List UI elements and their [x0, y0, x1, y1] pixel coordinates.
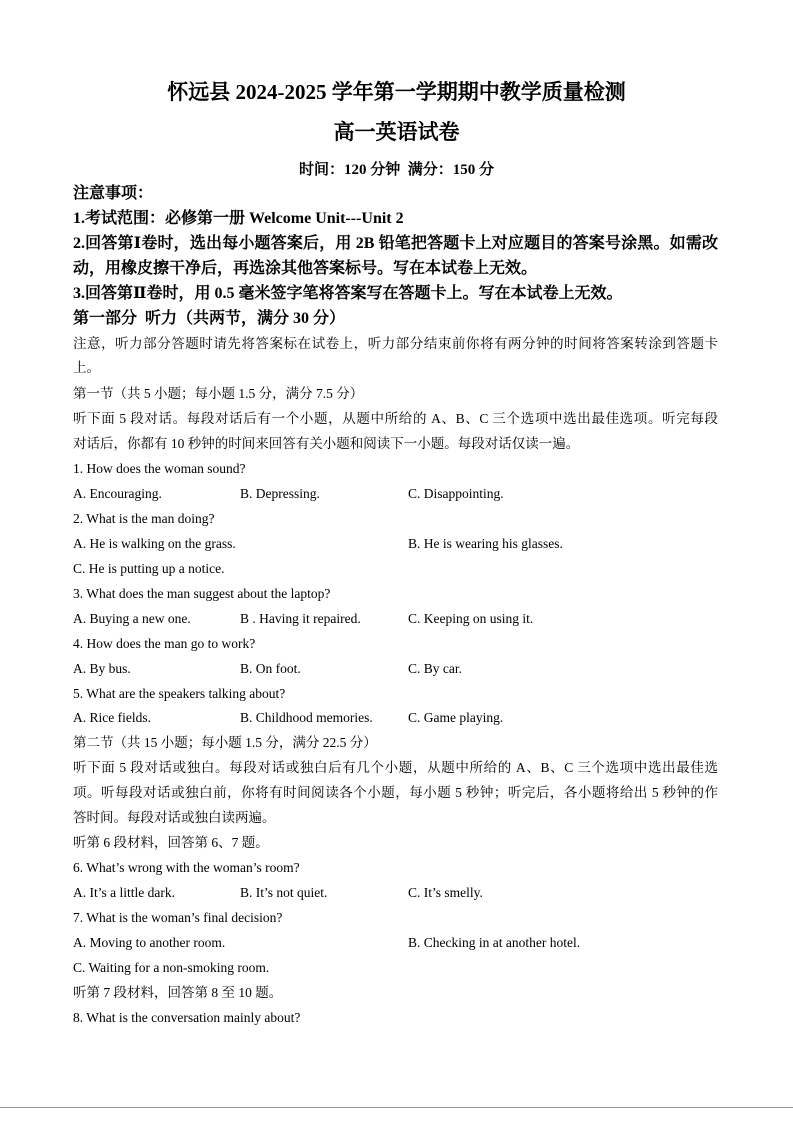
page-bottom-rule	[0, 1107, 793, 1108]
option-b: B. It’s not quiet.	[240, 885, 328, 900]
question-5-stem: 5. What are the speakers talking about?	[73, 686, 286, 701]
option-b: B . Having it repaired.	[240, 611, 361, 626]
section2-heading: 第二节（共 15 小题；每小题 1.5 分，满分 22.5 分）	[73, 735, 377, 750]
section1-directions-line-2: 对话后，你都有 10 秒钟的时间来回答有关小题和阅读下一小题。每段对话仅读一遍。	[73, 436, 580, 451]
exam-subtitle: 高一英语试卷	[333, 120, 460, 144]
option-a: A. It’s a little dark.	[73, 885, 175, 900]
question-2-options-row-2	[0, 559, 793, 579]
option-a: A. Buying a new one.	[73, 611, 191, 626]
option-c: C. By car.	[408, 661, 462, 676]
question-1-stem: 1. How does the woman sound?	[73, 461, 246, 476]
option-c: C. Game playing.	[408, 710, 504, 725]
question-3-options	[0, 609, 793, 629]
option-a: A. He is walking on the grass.	[73, 536, 236, 551]
option-b: B. On foot.	[240, 661, 301, 676]
question-4-options	[0, 659, 793, 679]
option-b: B. Depressing.	[240, 486, 320, 501]
time-info: 时间：120 分钟 满分：150 分	[298, 162, 494, 178]
notice-line-4: 3.回答第Ⅱ卷时，用 0.5 毫米签字笔将答案写在答题卡上。写在本试卷上无效。	[73, 285, 623, 302]
option-a: A. Encouraging.	[73, 486, 162, 501]
option-c: C. Keeping on using it.	[408, 611, 534, 626]
question-5-options	[0, 708, 793, 728]
notice-line-3: 动，用橡皮擦干净后，再选涂其他答案标号。写在本试卷上无效。	[73, 260, 538, 277]
option-b: B. He is wearing his glasses.	[408, 536, 563, 551]
notice-line-1: 1.考试范围：必修第一册 Welcome Unit---Unit 2	[73, 210, 404, 227]
exam-title: 怀远县 2024-2025 学年第一学期期中教学质量检测	[167, 80, 626, 104]
section1-directions-line-1: 听下面 5 段对话。每段对话后有一个小题，从题中所给的 A、B、C 三个选项中选出最佳选项。听完每段	[73, 411, 718, 426]
part1-heading: 第一部分 听力（共两节，满分 30 分）	[73, 310, 346, 327]
material-6-label: 听第 6 段材料，回答第 6、7 题。	[73, 835, 269, 850]
question-3-stem: 3. What does the man suggest about the laptop?	[73, 586, 331, 601]
section2-directions-line-2: 项。听每段对话或独白前，你将有时间阅读各个小题，每小题 5 秒钟；听完后，各小题将给出 5 秒钟的作	[73, 785, 718, 800]
material-7-label: 听第 7 段材料，回答第 8 至 10 题。	[73, 985, 283, 1000]
question-2-stem: 2. What is the man doing?	[73, 511, 215, 526]
question-7-stem: 7. What is the woman’s final decision?	[73, 910, 283, 925]
part1-note-line-2: 上。	[73, 360, 100, 375]
option-c: C. Disappointing.	[408, 486, 504, 501]
option-b: B. Checking in at another hotel.	[408, 935, 581, 950]
question-2-options-row-1	[0, 534, 793, 554]
option-c: C. He is putting up a notice.	[73, 561, 225, 576]
section2-directions-line-1: 听下面 5 段对话或独白。每段对话或独白后有几个小题，从题中所给的 A、B、C 三个选项中选出最佳选	[73, 760, 718, 775]
question-7-options-row-1	[0, 933, 793, 953]
question-6-options	[0, 883, 793, 903]
option-c: C. Waiting for a non-smoking room.	[73, 960, 270, 975]
question-6-stem: 6. What’s wrong with the woman’s room?	[73, 860, 300, 875]
question-8-stem: 8. What is the conversation mainly about?	[73, 1010, 301, 1025]
notice-line-2: 2.回答第Ⅰ卷时，选出每小题答案后，用 2B 铅笔把答题卡上对应题目的答案号涂黑。如需改	[73, 235, 718, 252]
question-7-options-row-2	[0, 958, 793, 978]
notice-heading: 注意事项：	[73, 185, 154, 202]
section1-heading: 第一节（共 5 小题；每小题 1.5 分，满分 7.5 分）	[73, 386, 364, 401]
option-b: B. Childhood memories.	[240, 710, 373, 725]
question-1-options	[0, 484, 793, 504]
section2-directions-line-3: 答时间。每段对话或独白读两遍。	[73, 810, 276, 825]
option-a: A. Moving to another room.	[73, 935, 226, 950]
option-a: A. By bus.	[73, 661, 131, 676]
option-c: C. It’s smelly.	[408, 885, 483, 900]
part1-note-line-1: 注意，听力部分答题时请先将答案标在试卷上，听力部分结束前你将有两分钟的时间将答案转涂到答题卡	[73, 336, 718, 351]
option-a: A. Rice fields.	[73, 710, 151, 725]
question-4-stem: 4. How does the man go to work?	[73, 636, 256, 651]
